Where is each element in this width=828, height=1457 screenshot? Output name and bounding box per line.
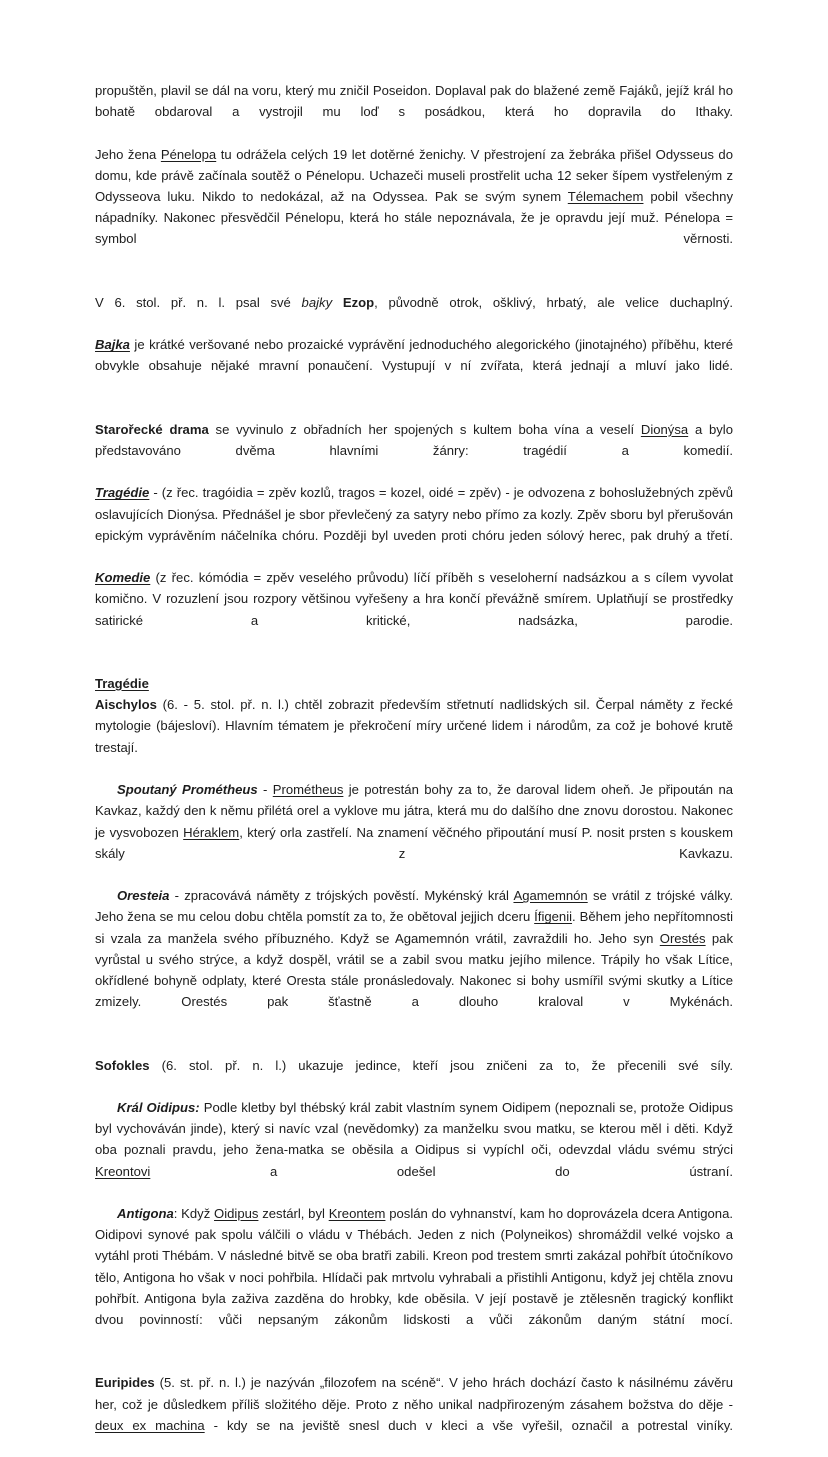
paragraph-antigona	[95, 1203, 733, 1351]
text-run: (z řec. kómódia = zpěv veselého průvodu) líčí příběh s veseloherní nadsázkou a s cílem vyvolat komično. V rozuzlení jsou rozpory většinou vyřešeny a hra končí převážně smírem. Uplatňují se prostředky satirické a kritické, nadsázka, parodie.	[95, 570, 733, 628]
text-run: Oidipus	[214, 1205, 259, 1221]
text-run: pak vyrůstal u svého strýce, a když dospěl, vrátil se a zabil svou matku jejího milence. Trápily ho však Lítice, okřídlené bohyně odplaty, které Oresta stále pronásledovaly. Nakonec si bohy usmířil svými skutky a Lítice zmizely. Orestés pak šťastně a dlouho kraloval v Mykénách.	[95, 930, 734, 1010]
text-run: (6. - 5. stol. př. n. l.) chtěl zobrazit především střetnutí nadlidských sil. Čerpal náměty z řecké mytologie (bájesloví). Hlavním tématem je překročení míry určené lidem i národům, za což je bohové krutě trestají.	[95, 697, 733, 755]
text-run: se vyvinulo z obřadních her spojených s kultem boha vína a veselí	[208, 421, 641, 437]
text-run: tu odrážela celých 19 let dotěrné ženichy. V přestrojení za žebráka přišel Odysseus do domu, kde právě začínala soutěž o Pénelopu. Uchazeči museli prostřelit ucha 12 seker šípem vystřeleným z Odysseova luku. Nikdo to nedokázal, až na Odyssea. Pak se svým synem	[95, 146, 733, 205]
text-run: je krátké veršované nebo prozaické vyprávění jednoduchého alegorického (jinotajného) příběhu, které obvykle obsahuje nějaké mravní ponaučení. Vystupují v ní zvířata, která jednají a mluví jako lidé.	[95, 337, 733, 374]
text-run: . Během jeho nepřítomnosti si vzala za manžela svého příbuzného. Když se Agamemnón vrátil, zavraždili ho. Jeho syn	[95, 909, 733, 946]
paragraph-bajka	[95, 334, 733, 398]
text-run: a odešel do ústraní.	[150, 1163, 733, 1179]
paragraph-oresteia	[95, 885, 733, 1033]
paragraph-tragedie-def	[95, 482, 733, 567]
text-run: Oresteia	[117, 888, 170, 904]
text-run: bajky	[301, 294, 333, 310]
text-run: Kreontem	[328, 1205, 386, 1221]
text-run: Kreontovi	[95, 1163, 151, 1179]
text-run: Bajka	[95, 337, 130, 353]
text-run: Pénelopa	[160, 146, 217, 162]
paragraph-tragedie-heading	[95, 673, 733, 694]
text-run: Héraklem	[183, 824, 240, 840]
text-run: Sofokles	[95, 1057, 150, 1073]
paragraph-aischylos	[95, 694, 733, 779]
paragraph-spacer	[95, 1351, 733, 1372]
text-run	[332, 295, 343, 310]
paragraph-ezop	[95, 292, 733, 334]
text-run: deux ex machina	[95, 1417, 205, 1433]
paragraph-komedie-def	[95, 567, 733, 652]
text-run: Télemachem	[567, 189, 644, 205]
text-run: Antigona	[117, 1205, 174, 1221]
document-text-body	[95, 80, 733, 1457]
text-run: se vrátil z trójské války. Jeho žena se mu celou dobu chtěla pomstít za to, že obětoval jejjich dceru	[95, 888, 733, 925]
paragraph-spacer	[95, 398, 733, 419]
text-run: - (z řec. tragóidia = zpěv kozlů, tragos = kozel, oidé = zpěv) - je odvozena z bohoslužebných zpěvů oslavujících Dionýsa. Přednášel je sbor převlečený za satyry nebo přímo za kozly. Zpěv sboru byl přerušován epickým vyprávěním náčelníka chóru. Později byl uveden proti chóru jeden sólový herec, pak druhý a třetí.	[95, 485, 733, 543]
text-run: Starořecké drama	[95, 421, 209, 437]
text-run: Spoutaný Prométheus	[117, 782, 258, 798]
text-run: Ífigenii	[534, 909, 573, 925]
text-run: -	[257, 782, 273, 798]
text-run: zestárl, byl	[258, 1205, 329, 1221]
text-run: Dionýsa	[640, 421, 689, 437]
text-run: Orestés	[659, 930, 706, 946]
text-run: Agamemnón	[513, 888, 588, 904]
text-run: - kdy se na jeviště snesl duch v kleci a vše vyřešil, označil a potrestal viníky.	[204, 1417, 733, 1433]
text-run: - zpracovává náměty z trójských pověstí. Mykénský král	[169, 888, 514, 904]
paragraph-kral-oidipus	[95, 1097, 733, 1203]
paragraph-spacer	[95, 652, 733, 673]
text-run: , který orla zastřelí. Na znamení věčného připoutání musí P. nosit prsten s kouskem skály z Kavkazu.	[95, 824, 733, 861]
text-run: : Když	[173, 1205, 215, 1221]
text-run: Aischylos	[95, 697, 157, 713]
text-run: Ezop	[342, 294, 375, 310]
paragraph-spoutany-prometheus	[95, 779, 733, 885]
paragraph-spacer	[95, 271, 733, 292]
text-run: Tragédie	[95, 485, 150, 501]
text-run: pobil všechny nápadníky. Nakonec přesvědčil Pénelopu, která ho stále nepoznávala, že je opravdu její muž. Pénelopa = symbol věrnosti.	[95, 189, 733, 247]
text-run: (5. st. př. n. l.) je nazýván „filozofem na scéně“. V jeho hrách dochází často k násilnému závěru her, což je důsledkem příliš složitého děje. Proto z něho unikal nadpřirozeným zásahem božstva do děje -	[95, 1375, 733, 1412]
paragraph-odysseus	[95, 80, 733, 144]
text-run: (6. stol. př. n. l.) ukazuje jedince, kteří jsou zničeni za to, že přecenili své síly.	[149, 1057, 733, 1073]
text-run: Tragédie	[95, 676, 149, 692]
paragraph-euripides	[95, 1372, 733, 1457]
paragraph-penelopa	[95, 144, 733, 271]
text-run: je potrestán bohy za to, že daroval lidem oheň. Je připoután na Kavkaz, každý den k němu přilétá orel a vyklove mu játra, která mu do dalšího dne znovu dorostou. Nakonec je vysvobozen	[95, 782, 734, 840]
text-run: V 6. stol. př. n. l. psal své	[95, 294, 302, 310]
text-run: Euripides	[95, 1375, 155, 1391]
text-run: a bylo představováno dvěma hlavními žánry: tragédií a komedií.	[95, 421, 734, 459]
paragraph-starorecke-drama	[95, 419, 733, 483]
paragraph-spacer	[95, 1034, 733, 1055]
text-run: Komedie	[95, 570, 151, 586]
text-run: Jeho žena	[95, 146, 161, 162]
text-run: Podle kletby byl thébský král zabit vlastním synem Oidipem (nepoznali se, protože Oidipus byl vychováván jinde), který si navíc vzal (nevědomky) za manželku svou matku, se kterou měl i děti. Když oba poznali pravdu, jeho žena-matka se oběsila a Oidipus si vypíchl oči, odevzdal vládu svému strýci	[95, 1099, 733, 1158]
text-run: , původně otrok, ošklivý, hrbatý, ale velice duchaplný.	[374, 294, 733, 310]
text-run: Prométheus	[272, 782, 344, 798]
paragraph-sofokles	[95, 1055, 733, 1097]
text-run: propuštěn, plavil se dál na voru, který mu zničil Poseidon. Doplaval pak do blažené země Fajáků, jejíž král ho bohatě obdaroval a vystrojil mu loď s posádkou, která ho dopravila do Ithaky.	[95, 83, 733, 120]
text-run: poslán do vyhnanství, kam ho doprovázela dcera Antigona. Oidipovi synové pak spolu válčili o vládu v Thébách. Jeden z nich (Polyneikos) shromáždil velké vojsko a vytáhl proti Thébám. V následné bitvě se oba bratři zabili. Kreon pod trestem smrti zakázal pohřbít útočníkovo tělo, Antigona ho však v noci pohřbila. Hlídači pak mrtvolu vyhrabali a přistihli Antigonu, když jej chtěla znovu pohřbít. Antigona byla zaživa zazděna do hrobky, kde oběsila. V její postavě je ztělesněn tragický konflikt dvou povinností: vůči nepsaným zákonům lidskosti a vůči zákonům daným státní mocí.	[95, 1205, 733, 1327]
text-run: Král Oidipus:	[117, 1099, 200, 1115]
